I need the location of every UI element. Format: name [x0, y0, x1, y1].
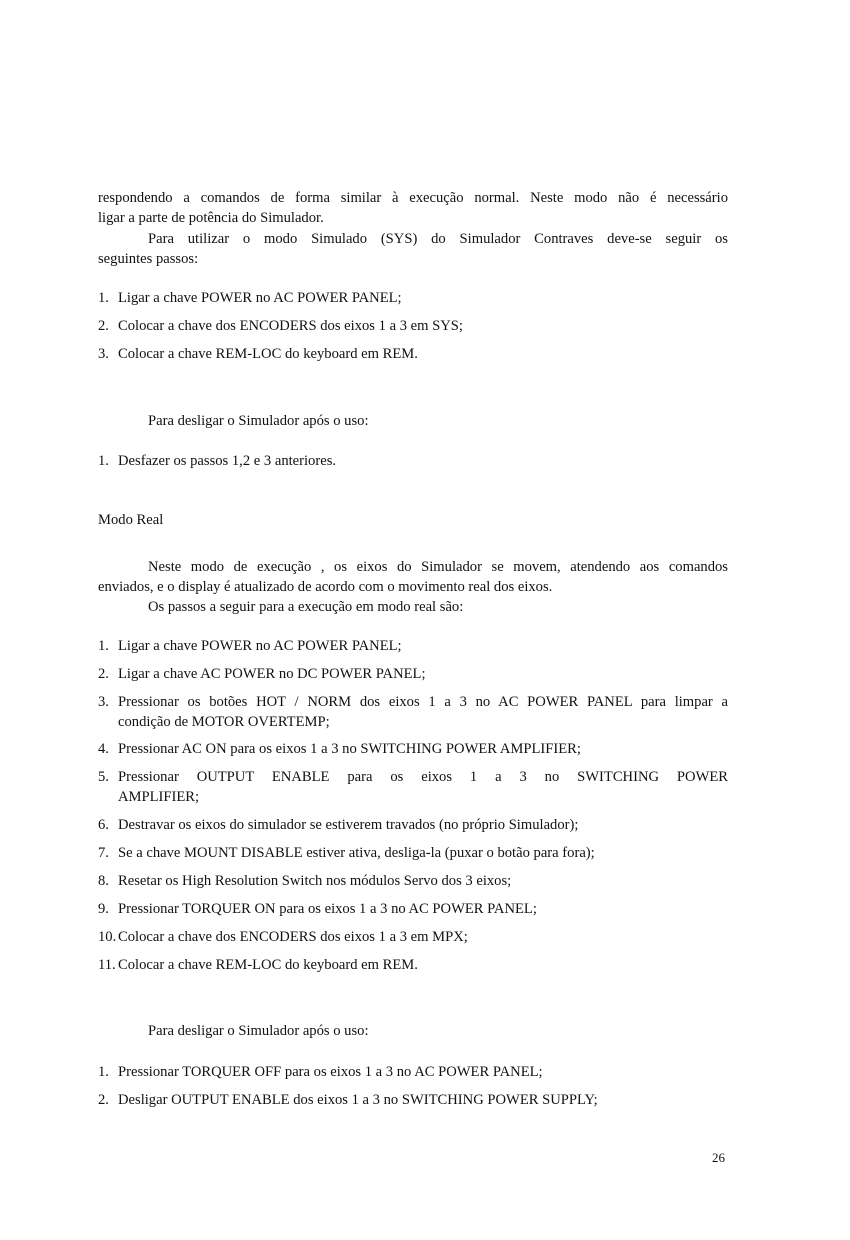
list-item: Resetar os High Resolution Switch nos módulos Servo dos 3 eixos; — [118, 873, 512, 889]
list-item-number: 4. — [98, 741, 109, 757]
list-item-number: 2. — [98, 666, 109, 682]
list-item: Desligar OUTPUT ENABLE dos eixos 1 a 3 no SWITCHING POWER SUPPLY; — [118, 1092, 598, 1108]
list-item: Pressionar TORQUER ON para os eixos 1 a 3 no AC POWER PANEL; — [118, 901, 537, 917]
real-intro-line-1: Neste modo de execução , os eixos do Simulador se movem, atendendo aos comandos — [148, 559, 728, 575]
list-item-number: 1. — [98, 1064, 109, 1080]
list-item-number: 2. — [98, 318, 109, 334]
list-item: Pressionar TORQUER OFF para os eixos 1 a 3 no AC POWER PANEL; — [118, 1064, 543, 1080]
list-item-number: 10. — [98, 929, 117, 945]
list-item: Se a chave MOUNT DISABLE estiver ativa, desliga-la (puxar o botão para fora); — [118, 845, 595, 861]
list-item: Colocar a chave REM-LOC do keyboard em REM. — [118, 346, 418, 362]
list-item: Colocar a chave dos ENCODERS dos eixos 1 a 3 em MPX; — [118, 929, 468, 945]
list-item-number: 1. — [98, 453, 109, 469]
sim-off-title: Para desligar o Simulador após o uso: — [148, 413, 369, 429]
real-intro-line-3: Os passos a seguir para a execução em modo real são: — [148, 599, 464, 615]
real-off-title: Para desligar o Simulador após o uso: — [148, 1023, 369, 1039]
list-item-number: 2. — [98, 1092, 109, 1108]
list-item: Ligar a chave POWER no AC POWER PANEL; — [118, 290, 402, 306]
list-item-number: 3. — [98, 694, 109, 710]
intro-line-1: respondendo a comandos de forma similar à execução normal. Neste modo não é necessário — [98, 190, 728, 206]
list-item-continuation: AMPLIFIER; — [118, 789, 200, 805]
list-item-number: 7. — [98, 845, 109, 861]
list-item: Colocar a chave dos ENCODERS dos eixos 1 a 3 em SYS; — [118, 318, 463, 334]
list-item: Pressionar AC ON para os eixos 1 a 3 no SWITCHING POWER AMPLIFIER; — [118, 741, 581, 757]
list-item-number: 6. — [98, 817, 109, 833]
real-intro-line-2: enviados, e o display é atualizado de acordo com o movimento real dos eixos. — [98, 579, 553, 595]
section-heading: Modo Real — [98, 512, 164, 528]
list-item: Pressionar OUTPUT ENABLE para os eixos 1 a 3 no SWITCHING POWER — [118, 769, 728, 785]
list-item-continuation: condição de MOTOR OVERTEMP; — [118, 714, 330, 730]
list-item-number: 1. — [98, 638, 109, 654]
list-item: Pressionar os botões HOT / NORM dos eixos 1 a 3 no AC POWER PANEL para limpar a — [118, 694, 728, 710]
intro-line-2: ligar a parte de potência do Simulador. — [98, 210, 324, 226]
intro-line-3: Para utilizar o modo Simulado (SYS) do Simulador Contraves deve-se seguir os — [148, 231, 728, 247]
list-item-number: 3. — [98, 346, 109, 362]
page-number: 26 — [712, 1150, 725, 1165]
list-item: Colocar a chave REM-LOC do keyboard em REM. — [118, 957, 418, 973]
list-item-number: 9. — [98, 901, 109, 917]
list-item: Ligar a chave AC POWER no DC POWER PANEL; — [118, 666, 426, 682]
list-item-number: 8. — [98, 873, 109, 889]
list-item-number: 5. — [98, 769, 109, 785]
list-item-number: 11. — [98, 957, 116, 973]
intro-line-4: seguintes passos: — [98, 251, 199, 267]
list-item: Destravar os eixos do simulador se estiverem travados (no próprio Simulador); — [118, 817, 579, 833]
list-item-number: 1. — [98, 290, 109, 306]
list-item: Desfazer os passos 1,2 e 3 anteriores. — [118, 453, 337, 469]
list-item: Ligar a chave POWER no AC POWER PANEL; — [118, 638, 402, 654]
